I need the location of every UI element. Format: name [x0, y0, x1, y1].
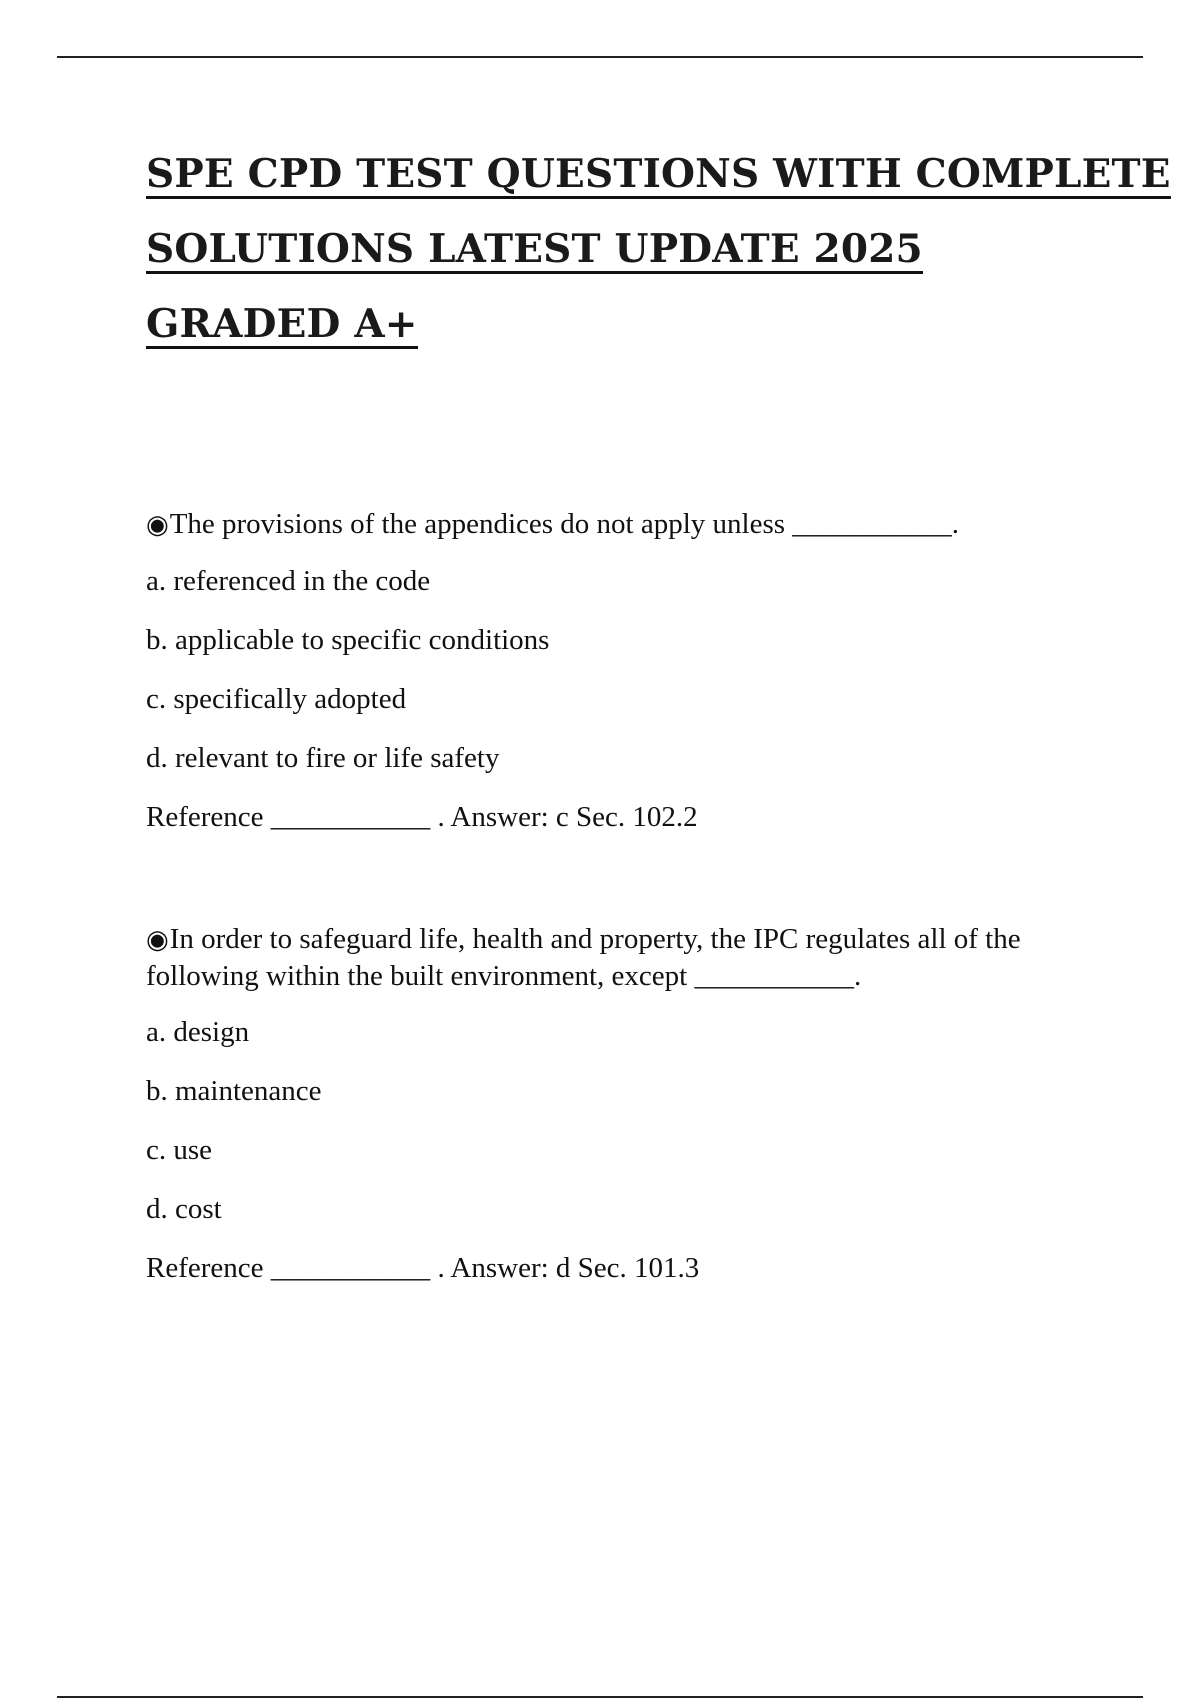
option-a: a. referenced in the code: [146, 565, 431, 597]
header-rule: [57, 56, 1143, 58]
option-b: b. applicable to specific conditions: [146, 624, 550, 656]
title-line-2: SOLUTIONS LATEST UPDATE 2025: [146, 226, 923, 272]
option-c: c. specifically adopted: [146, 683, 407, 715]
option-a: a. design: [146, 1016, 250, 1048]
title-line-3: GRADED A+: [146, 301, 418, 347]
question-stem: [146, 921, 1106, 994]
bullet-icon: ◉: [146, 510, 169, 539]
footer-rule: [57, 1696, 1143, 1698]
option-b: b. maintenance: [146, 1075, 322, 1107]
question-2: [146, 921, 1106, 1286]
answer-reference: Reference ___________ . Answer: c Sec. 102.2: [146, 801, 698, 833]
question-stem: [146, 506, 1106, 543]
question-text: In order to safeguard life, health and property, the IPC regulates all of the following within the built environment, except ___________.: [146, 923, 1021, 992]
answer-reference: Reference ___________ . Answer: d Sec. 101.3: [146, 1252, 700, 1284]
option-d: d. relevant to fire or life safety: [146, 742, 500, 774]
bullet-icon: ◉: [146, 925, 169, 954]
document-title: [146, 151, 1171, 377]
title-line-1: SPE CPD TEST QUESTIONS WITH COMPLETE: [146, 151, 1171, 197]
option-d: d. cost: [146, 1193, 222, 1225]
question-text: The provisions of the appendices do not apply unless ___________.: [169, 508, 960, 540]
question-1: [146, 506, 1106, 835]
option-c: c. use: [146, 1134, 213, 1166]
